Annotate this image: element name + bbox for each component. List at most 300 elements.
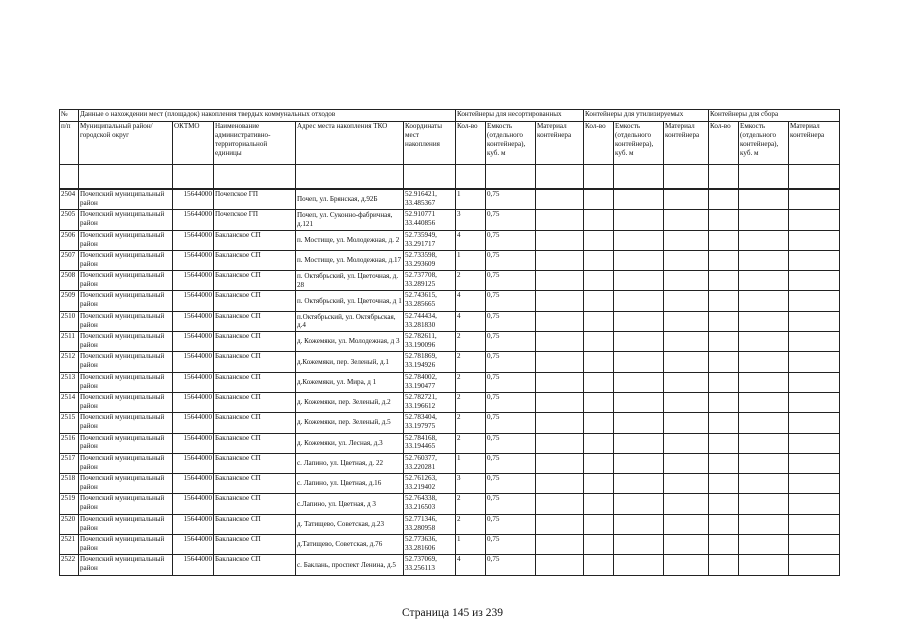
district-cell: Почепский муниципальный район bbox=[79, 230, 173, 250]
footer-page-current: 145 bbox=[452, 607, 470, 619]
address-cell: п. Октябрьский, ул. Цветочная, д 1 bbox=[296, 291, 404, 311]
address-cell: п. Мостище, ул. Молодежная, д.17 bbox=[296, 250, 404, 270]
header-capacity-unsorted: Емкость (отдельного контейнера), куб. м bbox=[486, 122, 536, 165]
admin-unit-cell: Бакланское СП bbox=[214, 230, 296, 250]
empty-cell bbox=[739, 474, 789, 494]
empty-cell bbox=[536, 433, 584, 453]
empty-cell bbox=[709, 392, 739, 412]
empty-cell bbox=[789, 230, 840, 250]
table-row bbox=[60, 271, 840, 291]
capacity-cell: 0,75 bbox=[486, 291, 536, 311]
row-number: 2509 bbox=[60, 291, 79, 311]
district-cell: Почепский муниципальный район bbox=[79, 291, 173, 311]
empty-cell bbox=[536, 311, 584, 331]
oktmo-cell: 15644000 bbox=[173, 474, 214, 494]
page-footer bbox=[0, 607, 905, 619]
coords-cell: 52.782721, 33.196612 bbox=[404, 392, 456, 412]
empty-cell bbox=[584, 210, 614, 230]
empty-cell bbox=[789, 250, 840, 270]
admin-unit-cell: Бакланское СП bbox=[214, 311, 296, 331]
empty-cell bbox=[536, 453, 584, 473]
empty-cell bbox=[709, 413, 739, 433]
count-cell: 3 bbox=[456, 474, 486, 494]
table-row bbox=[60, 311, 840, 331]
empty-cell bbox=[584, 494, 614, 514]
empty-cell bbox=[536, 332, 584, 352]
empty-cell bbox=[584, 189, 614, 210]
district-cell: Почепский муниципальный район bbox=[79, 332, 173, 352]
header-material-recycled: Материал контейнера bbox=[664, 122, 709, 165]
empty-cell bbox=[664, 210, 709, 230]
empty-cell bbox=[709, 453, 739, 473]
tko-registry-table bbox=[59, 109, 840, 576]
address-cell: д. Татищево, Советская, д.23 bbox=[296, 514, 404, 534]
header-count-unsorted: Кол-во bbox=[456, 122, 486, 165]
count-cell: 4 bbox=[456, 311, 486, 331]
empty-cell bbox=[789, 210, 840, 230]
header-coords: Координаты мест накопления bbox=[404, 122, 456, 165]
table-row bbox=[60, 332, 840, 352]
oktmo-cell: 15644000 bbox=[173, 372, 214, 392]
coords-cell: 52.737708, 33.289125 bbox=[404, 271, 456, 291]
address-cell: д.Кожемяки, пер. Зеленый, д.1 bbox=[296, 352, 404, 372]
row-number: 2505 bbox=[60, 210, 79, 230]
count-cell: 1 bbox=[456, 250, 486, 270]
coords-cell: 52.771346, 33.280958 bbox=[404, 514, 456, 534]
empty-cell bbox=[789, 332, 840, 352]
empty-cell bbox=[614, 291, 664, 311]
empty-cell bbox=[739, 555, 789, 575]
count-cell: 3 bbox=[456, 210, 486, 230]
empty-cell bbox=[709, 514, 739, 534]
empty-cell bbox=[584, 352, 614, 372]
count-cell: 1 bbox=[456, 535, 486, 555]
empty-cell bbox=[536, 392, 584, 412]
header-address: Адрес места накопления ТКО bbox=[296, 122, 404, 165]
admin-unit-cell: Бакланское СП bbox=[214, 453, 296, 473]
empty-cell bbox=[739, 535, 789, 555]
empty-cell bbox=[789, 453, 840, 473]
header-group-unsorted: Контейнеры для несортированных bbox=[456, 110, 584, 122]
row-number: 2518 bbox=[60, 474, 79, 494]
empty-cell bbox=[789, 555, 840, 575]
empty-cell bbox=[709, 250, 739, 270]
empty-cell bbox=[664, 514, 709, 534]
coords-cell: 52.761263, 33.219402 bbox=[404, 474, 456, 494]
empty-cell bbox=[664, 189, 709, 210]
district-cell: Почепский муниципальный район bbox=[79, 189, 173, 210]
empty-cell bbox=[536, 291, 584, 311]
empty-cell bbox=[789, 189, 840, 210]
capacity-cell: 0,75 bbox=[486, 514, 536, 534]
table-row bbox=[60, 392, 840, 412]
empty-cell bbox=[536, 514, 584, 534]
table-row bbox=[60, 189, 840, 210]
empty-cell bbox=[584, 413, 614, 433]
empty-cell bbox=[709, 189, 739, 210]
table-row bbox=[60, 372, 840, 392]
address-cell: д. Кожемяки, ул. Лесная, д.3 bbox=[296, 433, 404, 453]
oktmo-cell: 15644000 bbox=[173, 433, 214, 453]
district-cell: Почепский муниципальный район bbox=[79, 494, 173, 514]
row-number: 2504 bbox=[60, 189, 79, 210]
coords-cell: 52.783404, 33.197975 bbox=[404, 413, 456, 433]
district-cell: Почепский муниципальный район bbox=[79, 392, 173, 412]
header-count-recycled: Кол-во bbox=[584, 122, 614, 165]
empty-cell bbox=[664, 291, 709, 311]
empty-cell bbox=[536, 271, 584, 291]
district-cell: Почепский муниципальный район bbox=[79, 555, 173, 575]
header-district: Муниципальный район/городской округ bbox=[79, 122, 173, 165]
empty-cell bbox=[789, 291, 840, 311]
table-row bbox=[60, 210, 840, 230]
coords-cell: 52.760377, 33.220281 bbox=[404, 453, 456, 473]
row-number: 2514 bbox=[60, 392, 79, 412]
address-cell: д.Татищево, Советская, д.76 bbox=[296, 535, 404, 555]
oktmo-cell: 15644000 bbox=[173, 413, 214, 433]
coords-cell: 52.910771 33.440856 bbox=[404, 210, 456, 230]
admin-unit-cell: Бакланское СП bbox=[214, 372, 296, 392]
row-number: 2510 bbox=[60, 311, 79, 331]
district-cell: Почепский муниципальный район bbox=[79, 210, 173, 230]
empty-cell bbox=[536, 474, 584, 494]
empty-cell bbox=[789, 271, 840, 291]
empty-cell bbox=[739, 433, 789, 453]
empty-cell bbox=[739, 494, 789, 514]
empty-cell bbox=[664, 311, 709, 331]
empty-cell bbox=[584, 250, 614, 270]
count-cell: 4 bbox=[456, 291, 486, 311]
empty-cell bbox=[664, 230, 709, 250]
oktmo-cell: 15644000 bbox=[173, 210, 214, 230]
table-row bbox=[60, 230, 840, 250]
empty-cell bbox=[614, 352, 664, 372]
count-cell: 4 bbox=[456, 555, 486, 575]
empty-cell bbox=[709, 210, 739, 230]
row-number: 2521 bbox=[60, 535, 79, 555]
address-cell: д. Кожемяки, пер. Зеленый, д.5 bbox=[296, 413, 404, 433]
empty-cell bbox=[739, 453, 789, 473]
empty-cell bbox=[709, 474, 739, 494]
admin-unit-cell: Бакланское СП bbox=[214, 250, 296, 270]
district-cell: Почепский муниципальный район bbox=[79, 453, 173, 473]
empty-cell bbox=[739, 250, 789, 270]
empty-cell bbox=[709, 535, 739, 555]
empty-cell bbox=[664, 433, 709, 453]
table-row bbox=[60, 474, 840, 494]
empty-cell bbox=[614, 555, 664, 575]
empty-cell bbox=[664, 453, 709, 473]
oktmo-cell: 15644000 bbox=[173, 189, 214, 210]
empty-cell bbox=[789, 514, 840, 534]
address-cell: с. Лапино, ул. Цветная, д.16 bbox=[296, 474, 404, 494]
empty-cell bbox=[614, 433, 664, 453]
count-cell: 1 bbox=[456, 453, 486, 473]
empty-cell bbox=[709, 332, 739, 352]
coords-cell: 52.764338, 33.216503 bbox=[404, 494, 456, 514]
empty-cell bbox=[614, 453, 664, 473]
empty-cell bbox=[664, 352, 709, 372]
empty-cell bbox=[584, 230, 614, 250]
empty-cell bbox=[614, 189, 664, 210]
district-cell: Почепский муниципальный район bbox=[79, 250, 173, 270]
admin-unit-cell: Бакланское СП bbox=[214, 555, 296, 575]
oktmo-cell: 15644000 bbox=[173, 291, 214, 311]
oktmo-cell: 15644000 bbox=[173, 352, 214, 372]
empty-cell bbox=[709, 230, 739, 250]
admin-unit-cell: Бакланское СП bbox=[214, 392, 296, 412]
empty-cell bbox=[664, 392, 709, 412]
empty-cell bbox=[789, 413, 840, 433]
header-oktmo: ОКТМО bbox=[173, 122, 214, 165]
empty-cell bbox=[709, 372, 739, 392]
empty-cell bbox=[664, 413, 709, 433]
empty-cell bbox=[739, 372, 789, 392]
row-number: 2512 bbox=[60, 352, 79, 372]
address-cell: п. Мостище, ул. Молодежная, д. 2 bbox=[296, 230, 404, 250]
district-cell: Почепский муниципальный район bbox=[79, 514, 173, 534]
coords-cell: 52.781869, 33.194926 bbox=[404, 352, 456, 372]
empty-cell bbox=[584, 453, 614, 473]
empty-cell bbox=[614, 210, 664, 230]
header-spacer-row bbox=[60, 165, 840, 190]
empty-cell bbox=[584, 555, 614, 575]
table-row bbox=[60, 555, 840, 575]
capacity-cell: 0,75 bbox=[486, 210, 536, 230]
admin-unit-cell: Бакланское СП bbox=[214, 494, 296, 514]
admin-unit-cell: Бакланское СП bbox=[214, 535, 296, 555]
empty-cell bbox=[536, 230, 584, 250]
row-number: 2519 bbox=[60, 494, 79, 514]
footer-page-total: 239 bbox=[485, 607, 503, 619]
empty-cell bbox=[536, 555, 584, 575]
district-cell: Почепский муниципальный район bbox=[79, 433, 173, 453]
address-cell: Почеп, ул. Суконно-фабричная, д.121 bbox=[296, 210, 404, 230]
oktmo-cell: 15644000 bbox=[173, 332, 214, 352]
empty-cell bbox=[664, 535, 709, 555]
empty-cell bbox=[739, 271, 789, 291]
count-cell: 2 bbox=[456, 494, 486, 514]
table-row bbox=[60, 453, 840, 473]
count-cell: 1 bbox=[456, 189, 486, 210]
district-cell: Почепский муниципальный район bbox=[79, 474, 173, 494]
row-number: 2513 bbox=[60, 372, 79, 392]
district-cell: Почепский муниципальный район bbox=[79, 352, 173, 372]
footer-of-word: из bbox=[472, 607, 483, 619]
capacity-cell: 0,75 bbox=[486, 555, 536, 575]
empty-cell bbox=[739, 189, 789, 210]
oktmo-cell: 15644000 bbox=[173, 555, 214, 575]
oktmo-cell: 15644000 bbox=[173, 535, 214, 555]
capacity-cell: 0,75 bbox=[486, 372, 536, 392]
empty-cell bbox=[584, 311, 614, 331]
empty-cell bbox=[709, 433, 739, 453]
coords-cell: 52.744434, 33.281830 bbox=[404, 311, 456, 331]
empty-cell bbox=[739, 210, 789, 230]
empty-cell bbox=[789, 535, 840, 555]
capacity-cell: 0,75 bbox=[486, 189, 536, 210]
count-cell: 4 bbox=[456, 230, 486, 250]
capacity-cell: 0,75 bbox=[486, 392, 536, 412]
table-row bbox=[60, 413, 840, 433]
header-admin-unit: Наименование административно-территориальной единицы bbox=[214, 122, 296, 165]
address-cell: с. Баклань, проспект Ленина, д.5 bbox=[296, 555, 404, 575]
empty-cell bbox=[789, 474, 840, 494]
coords-cell: 52.733598, 33.293609 bbox=[404, 250, 456, 270]
capacity-cell: 0,75 bbox=[486, 474, 536, 494]
empty-cell bbox=[789, 433, 840, 453]
empty-cell bbox=[584, 433, 614, 453]
oktmo-cell: 15644000 bbox=[173, 514, 214, 534]
empty-cell bbox=[664, 474, 709, 494]
address-cell: п.Октябрьский, ул. Октябрьская, д.4 bbox=[296, 311, 404, 331]
capacity-cell: 0,75 bbox=[486, 413, 536, 433]
district-cell: Почепский муниципальный район bbox=[79, 413, 173, 433]
row-number: 2511 bbox=[60, 332, 79, 352]
admin-unit-cell: Бакланское СП bbox=[214, 474, 296, 494]
address-cell: д. Кожемяки, пер. Зеленый, д.2 bbox=[296, 392, 404, 412]
empty-cell bbox=[614, 230, 664, 250]
empty-cell bbox=[614, 474, 664, 494]
empty-cell bbox=[614, 250, 664, 270]
address-cell: д. Кожемяки, ул. Молодежная, д 3 bbox=[296, 332, 404, 352]
empty-cell bbox=[584, 291, 614, 311]
capacity-cell: 0,75 bbox=[486, 311, 536, 331]
empty-cell bbox=[739, 352, 789, 372]
empty-cell bbox=[739, 392, 789, 412]
admin-unit-cell: Бакланское СП bbox=[214, 271, 296, 291]
capacity-cell: 0,75 bbox=[486, 453, 536, 473]
table-row bbox=[60, 514, 840, 534]
capacity-cell: 0,75 bbox=[486, 332, 536, 352]
coords-cell: 52.916421, 33.485367 bbox=[404, 189, 456, 210]
empty-cell bbox=[614, 413, 664, 433]
row-number: 2517 bbox=[60, 453, 79, 473]
empty-cell bbox=[789, 494, 840, 514]
admin-unit-cell: Почепское ГП bbox=[214, 210, 296, 230]
district-cell: Почепский муниципальный район bbox=[79, 271, 173, 291]
capacity-cell: 0,75 bbox=[486, 271, 536, 291]
empty-cell bbox=[614, 392, 664, 412]
oktmo-cell: 15644000 bbox=[173, 311, 214, 331]
admin-unit-cell: Бакланское СП bbox=[214, 433, 296, 453]
oktmo-cell: 15644000 bbox=[173, 392, 214, 412]
empty-cell bbox=[584, 332, 614, 352]
admin-unit-cell: Бакланское СП bbox=[214, 291, 296, 311]
coords-cell: 52.743615, 33.285665 bbox=[404, 291, 456, 311]
admin-unit-cell: Бакланское СП bbox=[214, 413, 296, 433]
coords-cell: 52.782611, 33.190096 bbox=[404, 332, 456, 352]
table-row bbox=[60, 535, 840, 555]
empty-cell bbox=[739, 291, 789, 311]
address-cell: с. Лапино, ул. Цветная, д. 22 bbox=[296, 453, 404, 473]
empty-cell bbox=[709, 352, 739, 372]
empty-cell bbox=[664, 555, 709, 575]
oktmo-cell: 15644000 bbox=[173, 453, 214, 473]
header-np: п/п bbox=[60, 122, 79, 165]
empty-cell bbox=[584, 514, 614, 534]
coords-cell: 52.735949, 33.291717 bbox=[404, 230, 456, 250]
capacity-cell: 0,75 bbox=[486, 230, 536, 250]
admin-unit-cell: Почепское ГП bbox=[214, 189, 296, 210]
header-capacity-collection: Емкость (отдельного контейнера), куб. м bbox=[739, 122, 789, 165]
empty-cell bbox=[536, 250, 584, 270]
empty-cell bbox=[614, 311, 664, 331]
empty-cell bbox=[614, 372, 664, 392]
empty-cell bbox=[536, 535, 584, 555]
header-material-collection: Материал контейнера bbox=[789, 122, 840, 165]
count-cell: 2 bbox=[456, 392, 486, 412]
empty-cell bbox=[789, 352, 840, 372]
count-cell: 2 bbox=[456, 372, 486, 392]
row-number: 2506 bbox=[60, 230, 79, 250]
capacity-cell: 0,75 bbox=[486, 250, 536, 270]
empty-cell bbox=[739, 311, 789, 331]
row-number: 2522 bbox=[60, 555, 79, 575]
oktmo-cell: 15644000 bbox=[173, 271, 214, 291]
empty-cell bbox=[709, 311, 739, 331]
capacity-cell: 0,75 bbox=[486, 352, 536, 372]
capacity-cell: 0,75 bbox=[486, 433, 536, 453]
count-cell: 2 bbox=[456, 271, 486, 291]
oktmo-cell: 15644000 bbox=[173, 250, 214, 270]
admin-unit-cell: Бакланское СП bbox=[214, 352, 296, 372]
capacity-cell: 0,75 bbox=[486, 535, 536, 555]
empty-cell bbox=[709, 555, 739, 575]
empty-cell bbox=[584, 271, 614, 291]
table-row bbox=[60, 250, 840, 270]
empty-cell bbox=[789, 311, 840, 331]
empty-cell bbox=[789, 392, 840, 412]
address-cell: с.Лапино, ул. Цветная, д 3 bbox=[296, 494, 404, 514]
admin-unit-cell: Бакланское СП bbox=[214, 514, 296, 534]
header-material-unsorted: Материал контейнера bbox=[536, 122, 584, 165]
coords-cell: 52.737069, 33.256113 bbox=[404, 555, 456, 575]
empty-cell bbox=[739, 514, 789, 534]
empty-cell bbox=[614, 514, 664, 534]
header-location-group: Данные о нахождении мест (площадок) накопления твердых коммунальных отходов bbox=[79, 110, 456, 122]
empty-cell bbox=[664, 250, 709, 270]
empty-cell bbox=[584, 392, 614, 412]
coords-cell: 52.784002, 33.190477 bbox=[404, 372, 456, 392]
empty-cell bbox=[614, 271, 664, 291]
admin-unit-cell: Бакланское СП bbox=[214, 332, 296, 352]
row-number: 2516 bbox=[60, 433, 79, 453]
coords-cell: 52.784168, 33.194465 bbox=[404, 433, 456, 453]
header-group-collection: Контейнеры для сбора bbox=[709, 110, 840, 122]
empty-cell bbox=[536, 352, 584, 372]
count-cell: 2 bbox=[456, 352, 486, 372]
oktmo-cell: 15644000 bbox=[173, 230, 214, 250]
header-row-groups bbox=[60, 110, 840, 122]
coords-cell: 52.773636, 33.281606 bbox=[404, 535, 456, 555]
row-number: 2508 bbox=[60, 271, 79, 291]
row-number: 2520 bbox=[60, 514, 79, 534]
address-cell: д.Кожемяки, ул. Мира, д 1 bbox=[296, 372, 404, 392]
empty-cell bbox=[709, 291, 739, 311]
empty-cell bbox=[614, 494, 664, 514]
empty-cell bbox=[664, 271, 709, 291]
table-row bbox=[60, 433, 840, 453]
address-cell: Почеп, ул. Брянская, д.92Б bbox=[296, 189, 404, 210]
header-count-collection: Кол-во bbox=[709, 122, 739, 165]
empty-cell bbox=[739, 230, 789, 250]
district-cell: Почепский муниципальный район bbox=[79, 535, 173, 555]
empty-cell bbox=[584, 535, 614, 555]
count-cell: 2 bbox=[456, 514, 486, 534]
empty-cell bbox=[536, 413, 584, 433]
empty-cell bbox=[709, 271, 739, 291]
